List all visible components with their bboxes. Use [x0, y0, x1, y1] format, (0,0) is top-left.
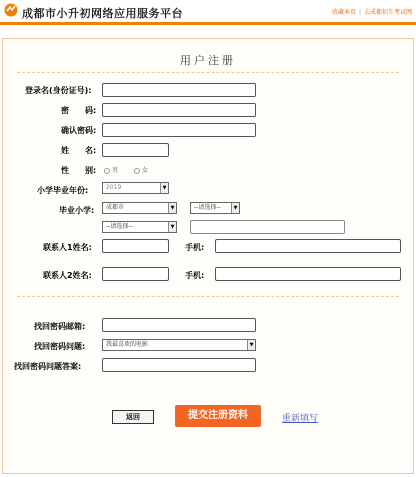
gender-label: 性 别:: [61, 166, 97, 175]
contact1-phone-input[interactable]: [215, 239, 401, 253]
logo-icon: [4, 3, 18, 17]
link-separator: |: [358, 9, 361, 16]
site-title: 成都市小升初网络应用服务平台: [22, 7, 183, 20]
school-sub-value: --请选择--: [106, 223, 133, 230]
recover-question-label: 找回密码问题:: [34, 342, 86, 351]
school-label: 毕业小学:: [59, 206, 95, 215]
female-radio[interactable]: [134, 168, 140, 174]
grad-year-select[interactable]: [102, 182, 169, 194]
contact1-name-label: 联系人1姓名:: [43, 243, 92, 252]
chevron-down-icon: ▼: [168, 222, 176, 232]
submit-button[interactable]: 提交注册资料: [175, 405, 261, 427]
top-header: [0, 0, 416, 22]
name-input[interactable]: [102, 143, 169, 157]
name-label: 姓 名:: [61, 146, 97, 155]
password-label: 密 码:: [61, 106, 97, 115]
section-divider: [17, 296, 399, 297]
contact2-phone-label: 手机:: [185, 271, 205, 280]
confirm-password-input[interactable]: [102, 123, 256, 137]
male-radio-label: 男: [112, 167, 119, 174]
header-divider: [0, 22, 416, 25]
school-district-value: --请选择--: [194, 204, 221, 211]
registration-panel: [2, 38, 414, 474]
school-city-select[interactable]: [102, 202, 177, 214]
gender-female-option[interactable]: [134, 165, 148, 174]
chevron-down-icon: ▼: [231, 203, 239, 213]
username-input[interactable]: [102, 83, 256, 97]
username-label: 登录名(身份证号):: [25, 86, 92, 95]
school-city-value: 成都市: [106, 204, 125, 211]
confirm-password-label: 确认密码:: [61, 126, 97, 135]
contact2-name-label: 联系人2姓名:: [43, 271, 92, 280]
school-district-select[interactable]: [190, 202, 240, 214]
recover-answer-label: 找回密码问题答案:: [14, 362, 82, 371]
password-input[interactable]: [102, 103, 256, 117]
favorite-link[interactable]: 收藏本页: [331, 9, 356, 16]
top-links: [332, 7, 412, 16]
chevron-down-icon: ▼: [160, 183, 168, 193]
grad-year-value: 2019: [106, 184, 122, 191]
school-sub-select[interactable]: [102, 221, 177, 233]
chevron-down-icon: ▼: [247, 340, 255, 350]
recover-email-input[interactable]: [102, 318, 256, 332]
contact1-phone-label: 手机:: [185, 243, 205, 252]
recover-question-value: 我最喜欢的电影: [106, 341, 149, 348]
recover-email-label: 找回密码邮箱:: [34, 322, 86, 331]
chevron-down-icon: ▼: [168, 203, 176, 213]
recover-answer-input[interactable]: [102, 358, 256, 372]
reset-link[interactable]: 重新填写: [282, 414, 319, 424]
title-divider: [17, 72, 399, 73]
gender-male-option[interactable]: [104, 165, 118, 174]
exam-site-link[interactable]: 去成都招生考试网: [363, 9, 412, 16]
male-radio[interactable]: [104, 168, 110, 174]
grad-year-label: 小学毕业年份:: [37, 186, 89, 195]
contact1-name-input[interactable]: [102, 239, 169, 253]
back-button[interactable]: 返回: [112, 410, 154, 424]
contact2-name-input[interactable]: [102, 267, 169, 281]
recover-question-select[interactable]: [102, 339, 256, 351]
contact2-phone-input[interactable]: [215, 267, 401, 281]
form-title: 用户注册: [180, 54, 236, 67]
school-name-input[interactable]: [190, 220, 345, 234]
female-radio-label: 女: [142, 167, 149, 174]
